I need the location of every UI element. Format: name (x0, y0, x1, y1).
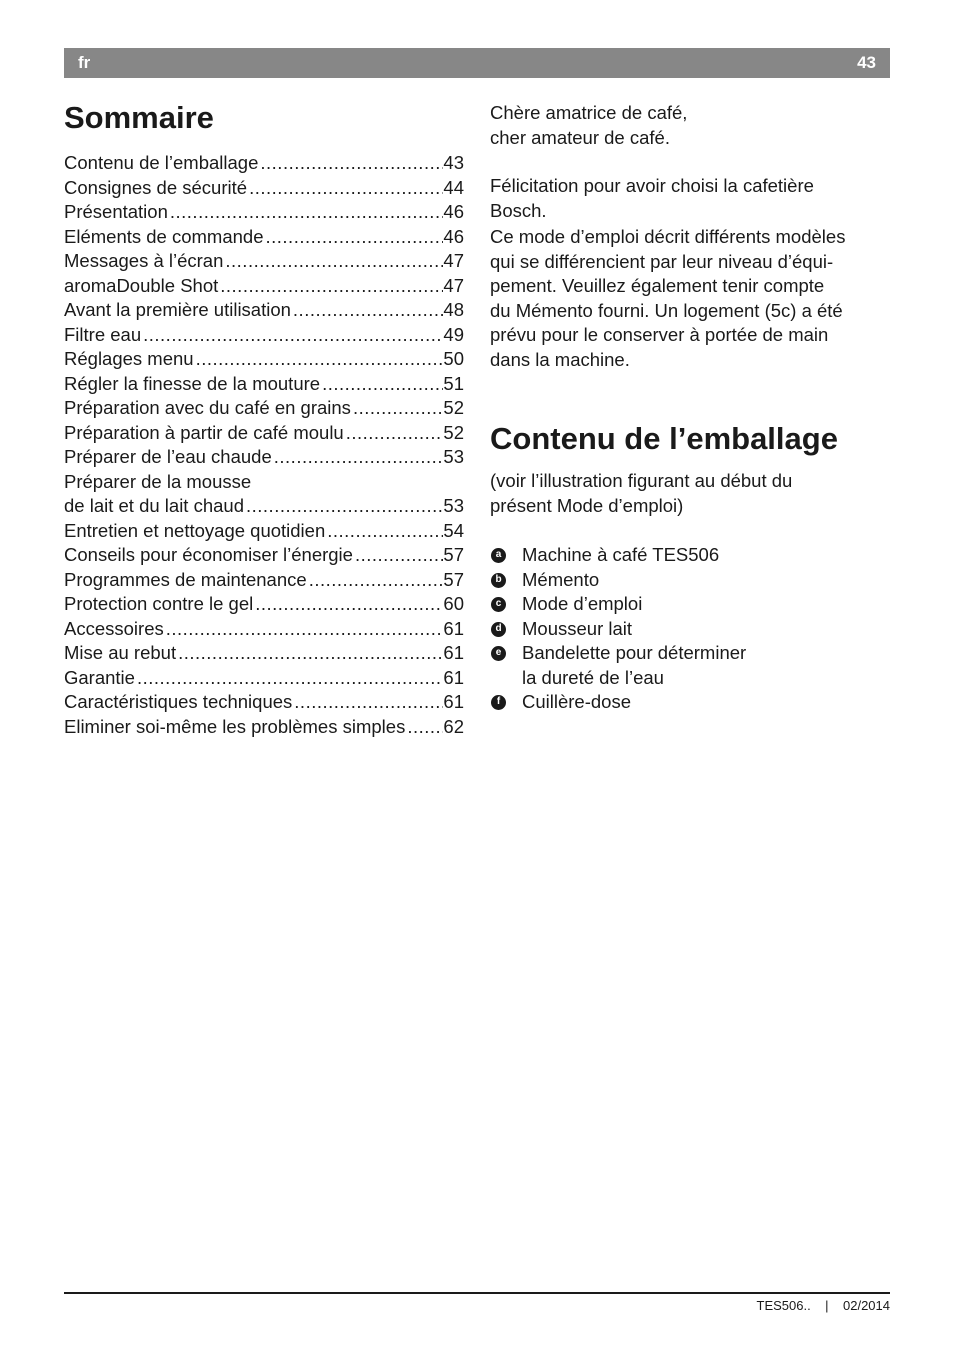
toc-entry-title: aromaDouble Shot (64, 274, 219, 296)
toc-entry-page: 61 (443, 666, 464, 688)
toc-leader-dots (291, 298, 444, 323)
package-item (490, 543, 890, 568)
toc-entry (64, 445, 464, 470)
toc-entry (64, 323, 464, 348)
toc-entry-title: Préparation à partir de café moulu (64, 421, 344, 443)
toc-entry-title: de lait et du lait chaud (64, 495, 244, 516)
toc-entry (64, 372, 464, 397)
page-number: 43 (857, 53, 876, 72)
toc-entry-title: Avant la première utilisation (64, 299, 291, 320)
package-item (490, 568, 890, 593)
toc-entry-title: Caractéristiques techniques (64, 691, 293, 712)
toc-entry-title: Eléments de commande (64, 225, 264, 247)
toc-entry (64, 176, 464, 201)
toc-leader-dots (320, 372, 443, 397)
item-letter-badge: c (491, 597, 506, 612)
toc-entry-title: Garantie (64, 666, 135, 688)
toc-entry-page: 61 (443, 642, 464, 663)
toc-entry-page: 61 (443, 617, 464, 639)
toc-entry-page: 52 (443, 397, 464, 418)
toc-leader-dots (272, 445, 444, 470)
toc-leader-dots (264, 225, 444, 250)
greeting: Chère amatrice de café, cher amateur de café. (490, 102, 688, 148)
toc-leader-dots (194, 347, 444, 372)
toc-entry-title: Entretien et nettoyage quotidien (64, 519, 326, 541)
toc-entry-title: Eliminer soi-même les problèmes simples (64, 715, 406, 737)
congratulations-text: Félicitation pour avoir choisi la cafetière Bosch. (490, 175, 814, 221)
package-item (490, 690, 890, 715)
toc-leader-dots (135, 666, 443, 691)
package-item-text: Cuillère-dose (522, 691, 631, 712)
toc-leader-dots (344, 421, 444, 446)
toc-entry-title: Mise au rebut (64, 642, 177, 663)
toc-entry-page: 62 (443, 715, 464, 737)
toc-entry-title: Protection contre le gel (64, 593, 254, 614)
toc-entry-title: Filtre eau (64, 323, 142, 345)
toc-entry (64, 494, 464, 519)
toc-entry (64, 151, 464, 176)
toc-entry-title: Conseils pour économiser l’énergie (64, 544, 353, 565)
table-of-contents (64, 151, 464, 739)
package-item-text: Mémento (522, 568, 600, 590)
toc-title: Sommaire (64, 100, 214, 135)
illustration-note: (voir l’illustration figurant au début du présent Mode d’emploi) (490, 470, 793, 516)
toc-entry-title: Préparer de l’eau chaude (64, 446, 272, 467)
toc-entry-page: 57 (443, 568, 464, 590)
toc-entry-page: 61 (443, 691, 464, 712)
toc-leader-dots (258, 151, 443, 176)
package-item (490, 641, 890, 690)
item-letter-badge: f (491, 695, 506, 710)
toc-leader-dots (176, 641, 443, 666)
toc-entry-title: Préparation avec du café en grains (64, 397, 351, 418)
toc-entry (64, 200, 464, 225)
toc-entry (64, 298, 464, 323)
toc-entry-page: 53 (443, 495, 464, 516)
toc-entry-page: 60 (443, 593, 464, 614)
toc-entry-title: Consignes de sécurité (64, 176, 248, 198)
package-item-text: Mousseur lait (522, 617, 633, 639)
toc-entry (64, 715, 464, 740)
toc-entry-page: 50 (443, 348, 464, 369)
toc-entry-title: Contenu de l’emballage (64, 152, 259, 173)
toc-entry (64, 421, 464, 446)
toc-leader-dots (218, 274, 443, 299)
toc-entry (64, 568, 464, 593)
toc-entry-title: Programmes de maintenance (64, 568, 307, 590)
toc-entry (64, 690, 464, 715)
footer-separator: | (825, 1298, 829, 1313)
item-letter-badge: a (491, 548, 506, 563)
toc-entry-page: 52 (443, 421, 464, 443)
package-item (490, 592, 890, 617)
toc-leader-dots (353, 543, 443, 568)
toc-leader-dots (223, 249, 443, 274)
toc-entry (64, 470, 464, 495)
toc-entry-page: 48 (443, 299, 464, 320)
footer (757, 1298, 891, 1313)
toc-entry-title: Régler la finesse de la mouture (64, 372, 321, 394)
toc-entry-page: 46 (443, 225, 464, 247)
toc-entry-page: 53 (443, 446, 464, 467)
section-title: Contenu de l’emballage (490, 421, 838, 456)
item-letter-badge: b (491, 573, 506, 588)
toc-entry-title: Présentation (64, 201, 168, 222)
intro-text: Ce mode d’emploi décrit différents modèles qui se différencient par leur niveau d’équi- pement. Veuillez également tenir compte du Mémento fourni. Un logement (5c) a été prévu pour le conserver à portée de main dans la machine. (490, 226, 846, 370)
package-contents-list (490, 543, 890, 715)
toc-entry (64, 519, 464, 544)
toc-entry (64, 249, 464, 274)
toc-entry-page: 47 (443, 274, 464, 296)
toc-entry-page: 46 (443, 201, 464, 222)
item-letter-badge: d (491, 622, 506, 637)
toc-leader-dots (325, 519, 443, 544)
toc-leader-dots (405, 715, 443, 740)
footer-date: 02/2014 (843, 1298, 890, 1313)
toc-entry (64, 592, 464, 617)
toc-entry-page: 47 (443, 250, 464, 271)
toc-entry-page: 49 (443, 323, 464, 345)
package-item-text: Mode d’emploi (522, 593, 643, 614)
toc-leader-dots (168, 200, 444, 225)
toc-leader-dots (141, 323, 443, 348)
toc-entry (64, 666, 464, 691)
toc-entry-page: 54 (443, 519, 464, 541)
toc-leader-dots (244, 494, 443, 519)
toc-entry (64, 543, 464, 568)
toc-entry-page: 51 (443, 372, 464, 394)
toc-entry-title: Messages à l’écran (64, 250, 224, 271)
toc-entry-page: 57 (443, 544, 464, 565)
package-item (490, 617, 890, 642)
package-item-text: Bandelette pour déterminer la dureté de l’eau (522, 642, 747, 688)
toc-leader-dots (247, 176, 443, 201)
toc-leader-dots (292, 690, 443, 715)
header-bar (64, 48, 890, 78)
toc-entry-page: 44 (443, 176, 464, 198)
toc-leader-dots (253, 592, 443, 617)
toc-entry-page: 43 (443, 152, 464, 173)
toc-entry (64, 274, 464, 299)
footer-rule (64, 1292, 890, 1294)
toc-entry (64, 617, 464, 642)
toc-entry (64, 225, 464, 250)
toc-entry-title: Préparer de la mousse (64, 470, 252, 492)
item-letter-badge: e (491, 646, 506, 661)
language-code: fr (78, 53, 91, 72)
toc-leader-dots (164, 617, 444, 642)
footer-model: TES506.. (756, 1298, 811, 1313)
toc-leader-dots (351, 396, 443, 421)
toc-leader-dots (307, 568, 444, 593)
package-item-text: Machine à café TES506 (522, 544, 720, 565)
toc-entry (64, 347, 464, 372)
toc-entry-title: Accessoires (64, 617, 164, 639)
toc-entry-title: Réglages menu (64, 348, 194, 369)
toc-entry (64, 641, 464, 666)
toc-entry (64, 396, 464, 421)
